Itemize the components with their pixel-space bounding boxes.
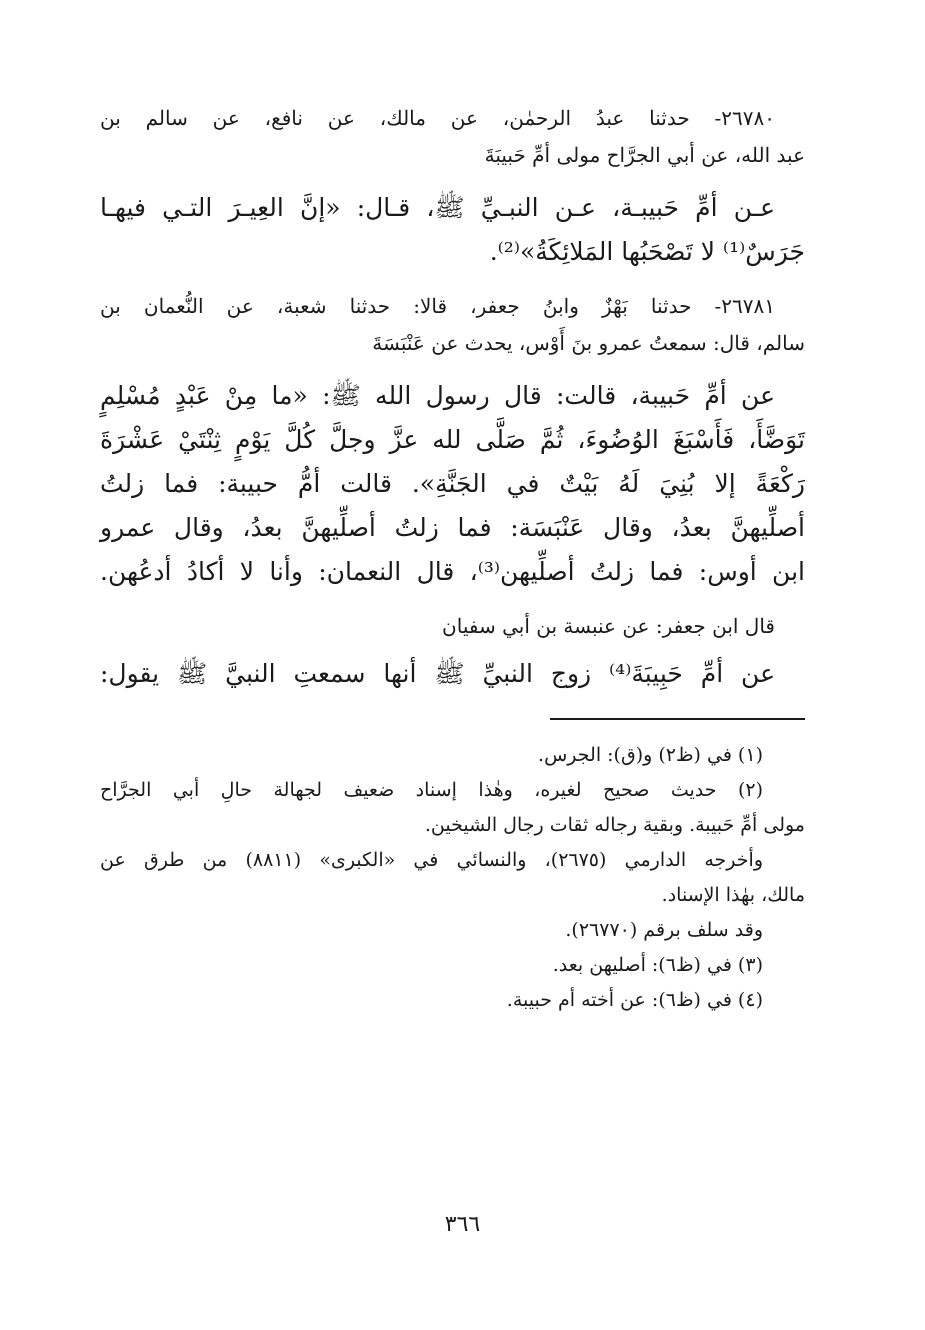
matn-line: رَكْعَةً إلا بُنِيَ لَهُ بَيْتٌ في الجَنَّةِ». قالت أمُّ حبيبة: فما زلتُ — [100, 469, 805, 498]
hadith-26781-matn — [100, 374, 805, 594]
matn-line: جَرَسٌ⁽¹⁾ لا تَصْحَبُها المَلائِكَةُ»⁽²⁾. — [489, 237, 805, 266]
variant-note-line: قال ابن جعفر: عن عنبسة بن أبي سفيان — [442, 614, 775, 638]
footnote-1: (١) في (ظ٢) و(ق): الجرس. — [538, 744, 763, 766]
document-page — [100, 100, 805, 1018]
hadith-26780-isnad — [100, 100, 805, 174]
footnote-4: (٤) في (ظ٦): عن أخته أم حبيبة. — [506, 989, 763, 1011]
matn-line: عـن أمِّ حَبيبـة، عـن النبـيِّ ﷺ، قـال: «إنَّ العِيـرَ التـي فيهـا — [100, 193, 775, 222]
footnote-separator — [550, 718, 805, 720]
footnote-2-extra-line: وأخرجه الدارمي (٢٦٧٥)، والنسائي في «الكبرى» (٨٨١١) من طرق عن — [100, 849, 763, 871]
isnad-line: سالم، قال: سمعتُ عمرو بنَ أَوْس، يحدث عن عَنْبَسَةَ — [372, 331, 805, 355]
hadith-26781-closing — [100, 652, 805, 696]
footnote-2-extra-line: مالك، بهٰذا الإسناد. — [661, 884, 805, 906]
isnad-line: عبد الله، عن أبي الجرَّاح مولى أمِّ حَبيبَةَ — [484, 143, 805, 167]
hadith-26781-isnad — [100, 288, 805, 362]
hadith-26780-matn — [100, 186, 805, 274]
footnote-2-reference: وقد سلف برقم (٢٦٧٧٠). — [565, 919, 763, 941]
footnote-2-line: (٢) حديث صحيح لغيره، وهٰذا إسناد ضعيف لجهالة حالِ أبي الجرَّاح — [100, 779, 763, 801]
matn-line: ابن أوس: فما زلتُ أصلِّيهن⁽³⁾، قال النعمان: وأنا لا أكادُ أدعُهن. — [100, 557, 805, 586]
footnotes — [100, 738, 805, 1018]
isnad-line: ٢٦٧٨٠- حدثنا عبدُ الرحمٰن، عن مالك، عن نافع، عن سالم بن — [100, 106, 775, 130]
hadith-26781-variant-note — [100, 608, 805, 644]
closing-line: عن أمِّ حَبِيبَةَ⁽⁴⁾ زوج النبيِّ ﷺ أنها سمعتِ النبيَّ ﷺ يقول: — [100, 659, 775, 688]
footnote-2-line: مولى أمِّ حَبيبة. وبقية رجاله ثقات رجال الشيخين. — [424, 814, 805, 836]
footnote-3: (٣) في (ظ٦): أصليهن بعد. — [552, 954, 763, 976]
page-number: ٣٦٦ — [444, 1212, 481, 1237]
matn-line: أصلِّيهنَّ بعدُ، وقال عَنْبَسَة: فما زلتُ أصلِّيهنَّ بعدُ، وقال عمرو — [100, 513, 805, 542]
isnad-line: ٢٦٧٨١- حدثنا بَهْزٌ وابنُ جعفر، قالا: حدثنا شعبة، عن النُّعمان بن — [100, 294, 775, 318]
matn-line: عن أمِّ حَبيبة، قالت: قال رسول الله ﷺ: «ما مِنْ عَبْدٍ مُسْلِمٍ — [100, 381, 775, 410]
matn-line: تَوَضَّأَ، فَأَسْبَغَ الوُضُوءَ، ثُمَّ صَلَّى لله عزَّ وجلَّ كُلَّ يَوْمٍ ثِنْتَيْ عَشْرَةَ — [100, 425, 805, 454]
